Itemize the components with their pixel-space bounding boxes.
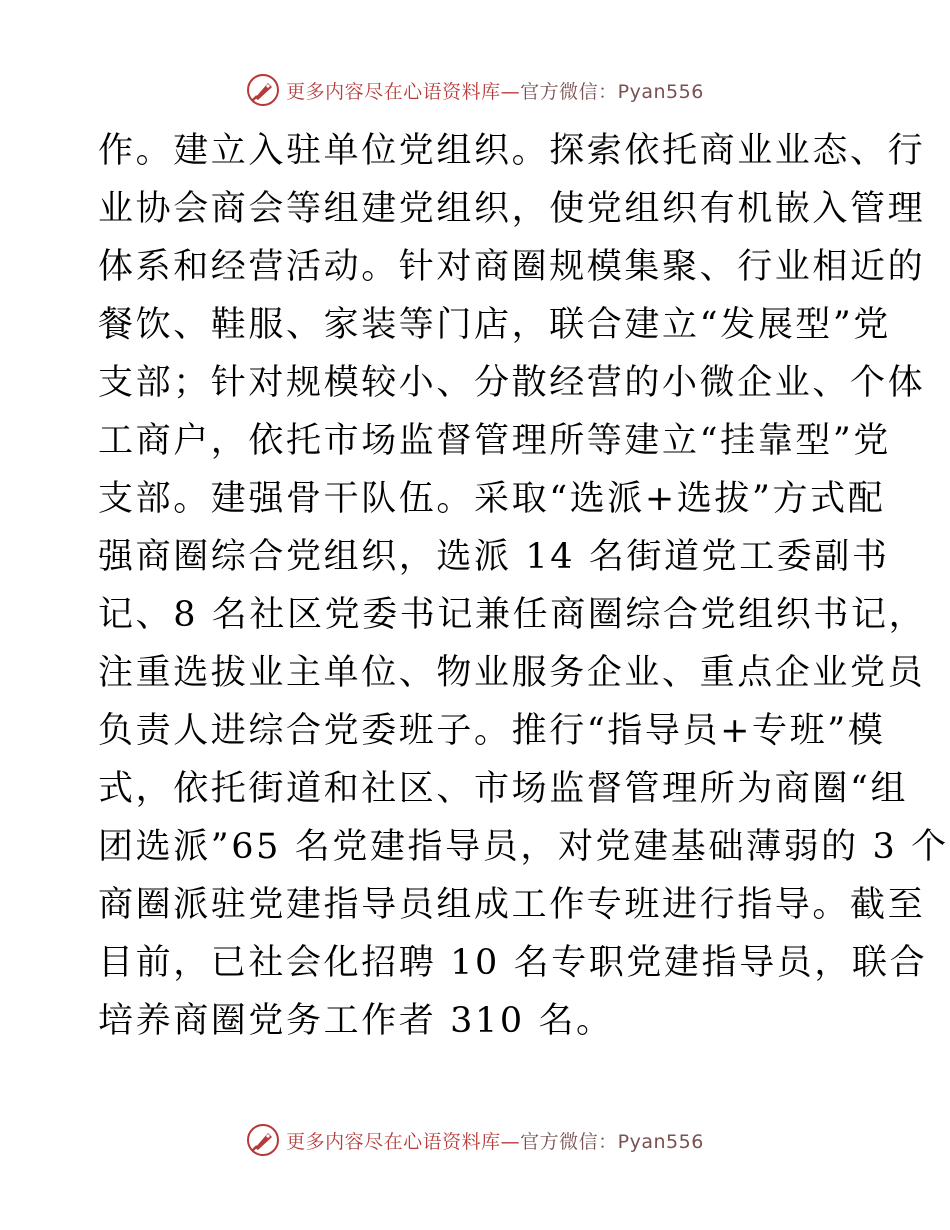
body-line: 培养商圈党务工作者 310 名。 (98, 1001, 614, 1041)
body-line: 目前，已社会化招聘 10 名专职党建指导员，联合 (98, 943, 928, 983)
body-line: 负责人进综合党委班子。推行“指导员+专班”模 (98, 711, 886, 751)
body-line: 记、8 名社区党委书记兼任商圈综合党组织书记， (98, 595, 927, 635)
pen-nib-logo-icon (246, 1123, 280, 1157)
body-line: 商圈派驻党建指导员组成工作专班进行指导。截至 (98, 885, 926, 925)
document-body (98, 122, 949, 1050)
body-line: 工商户，依托市场监督管理所等建立“挂靠型”党 (98, 421, 891, 461)
header-contact: 官方微信：Pyan556 (520, 80, 704, 103)
header-site-name: 更多内容尽在心语资料库 (286, 80, 501, 103)
body-line: 团选派”65 名党建指导员，对党建基础薄弱的 3 个 (98, 827, 949, 867)
body-line: 强商圈综合党组织，选派 14 名街道党工委副书 (98, 537, 890, 577)
header-dash: — (500, 80, 521, 103)
header-watermark-banner (0, 70, 950, 110)
body-line: 体系和经营活动。针对商圈规模集聚、行业相近的 (98, 247, 926, 287)
body-line: 式，依托街道和社区、市场监督管理所为商圈“组 (98, 769, 909, 809)
footer-dash: — (500, 1130, 521, 1153)
body-line: 业协会商会等组建党组织，使党组织有机嵌入管理 (98, 189, 926, 229)
body-line: 支部。建强骨干队伍。采取“选派+选拔”方式配 (98, 479, 886, 519)
footer-site-name: 更多内容尽在心语资料库 (286, 1130, 501, 1153)
body-line: 支部；针对规模较小、分散经营的小微企业、个体 (98, 363, 926, 403)
footer-watermark-banner (0, 1120, 950, 1160)
footer-watermark-text (286, 1127, 704, 1154)
body-line: 餐饮、鞋服、家装等门店，联合建立“发展型”党 (98, 305, 891, 345)
body-line: 注重选拔业主单位、物业服务企业、重点企业党员 (98, 653, 926, 693)
footer-contact: 官方微信：Pyan556 (520, 1130, 704, 1153)
pen-nib-logo-icon (246, 73, 280, 107)
body-line: 作。建立入驻单位党组织。探索依托商业业态、行 (98, 131, 926, 171)
header-watermark-text (286, 77, 704, 104)
